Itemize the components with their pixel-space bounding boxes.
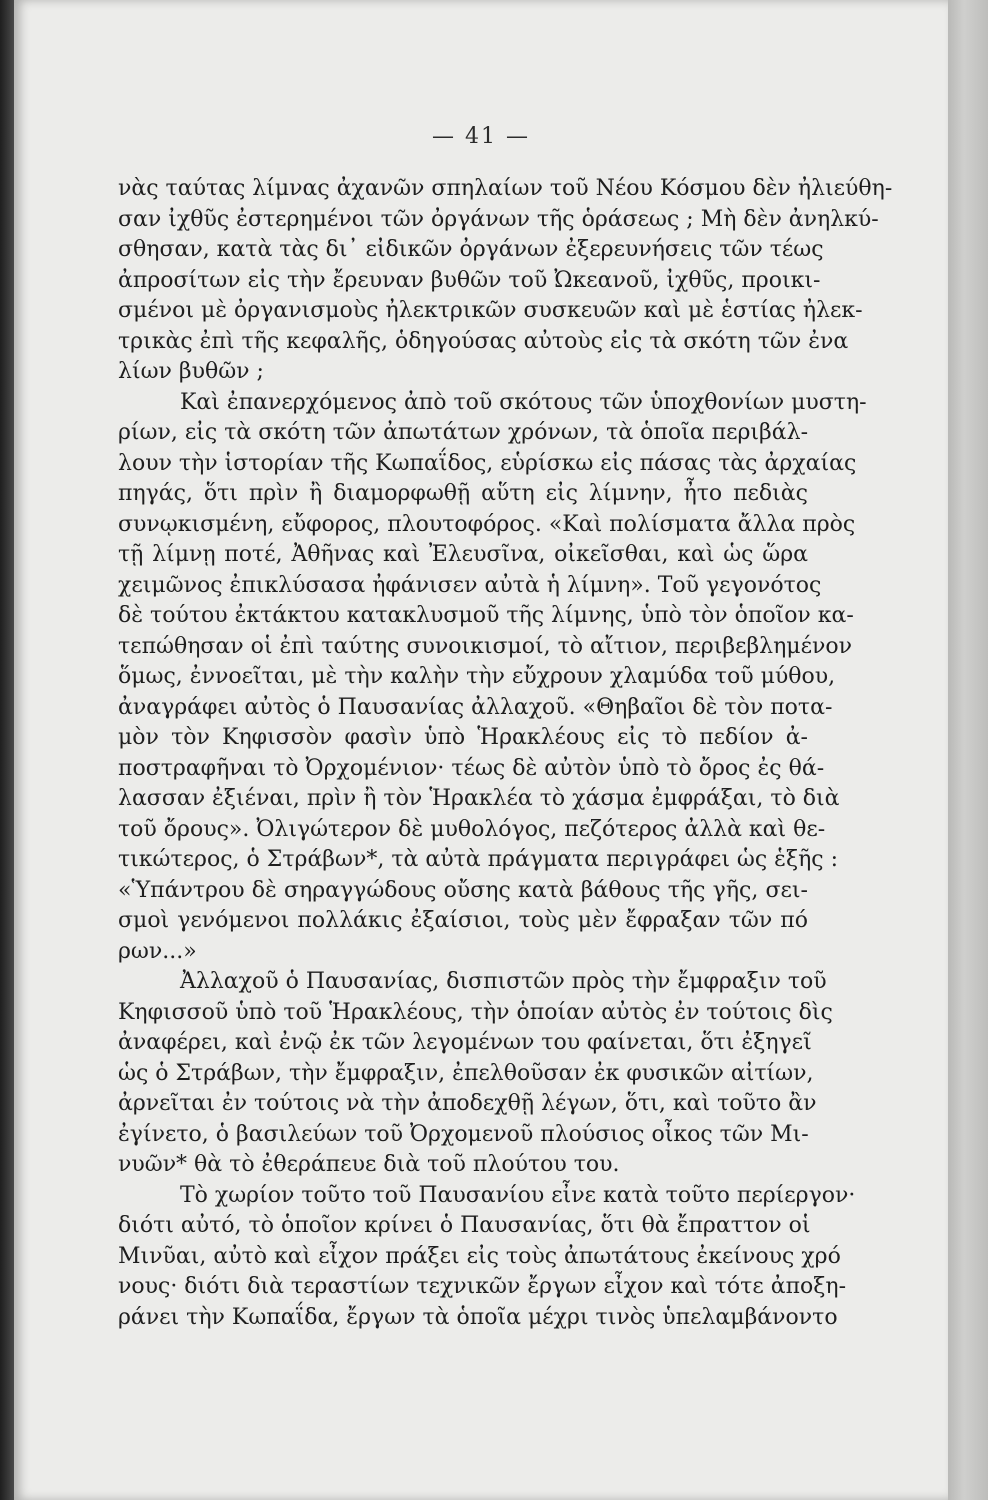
- text-line: νους· διότι διὰ τεραστίων τεχνικῶν ἔργων εἶχον καὶ τότε ἀποξη-: [118, 1274, 847, 1299]
- text-line: ἀναγράφει αὐτὸς ὁ Παυσανίας ἀλλαχοῦ. «Θηβαῖοι δὲ τὸν ποτα-: [118, 694, 833, 720]
- paragraph-start-line: Τὸ χωρίον τοῦτο τοῦ Παυσανίου εἶνε κατὰ τοῦτο περίεργον·: [180, 1182, 856, 1208]
- text-line: νυῶν* θὰ τὸ ἐθεράπευε διὰ τοῦ πλούτου του.: [118, 1152, 620, 1177]
- text-line: συνῳκισμένη, εὔφορος, πλουτοφόρος. «Καὶ πολίσματα ἄλλα πρὸς: [118, 511, 856, 537]
- text-line: λασσαν ἐξιέναι, πρὶν ἢ τὸν Ἡρακλέα τὸ χάσμα ἐμφράξαι, τὸ διὰ: [118, 786, 840, 811]
- text-line: διότι αὐτό, τὸ ὁποῖον κρίνει ὁ Παυσανίας, ὅτι θὰ ἔπραττον οἱ: [118, 1213, 811, 1238]
- text-line: ποστραφῆναι τὸ Ὀρχομένιον· τέως δὲ αὐτὸν ὑπὸ τὸ ὄρος ἐς θά-: [118, 755, 825, 781]
- text-line: τῇ λίμνῃ ποτέ, Ἀθῆνας καὶ Ἐλευσῖνα, οἰκεῖσθαι, καὶ ὡς ὥρα: [118, 542, 808, 567]
- scan-left-edge: [0, 0, 14, 1500]
- text-line: λουν τὴν ἱστορίαν τῆς Κωπαΐδος, εὑρίσκω εἰς πάσας τὰς ἀρχαίας: [118, 450, 857, 476]
- text-line: «Ὑπάντρου δὲ σηραγγώδους οὔσης κατὰ βάθους τῆς γῆς, σει-: [118, 877, 808, 903]
- scan-right-edge: [948, 0, 988, 1500]
- body-text: [118, 174, 893, 1333]
- text-line: σθησαν, κατὰ τὰς δι᾽ εἰδικῶν ὀργάνων ἐξερευνήσεις τῶν τέως: [118, 237, 824, 262]
- text-line: ἀρνεῖται ἐν τούτοις νὰ τὴν ἀποδεχθῇ λέγων, ὅτι, καὶ τοῦτο ἂν: [118, 1091, 817, 1116]
- text-line: ρων...»: [118, 938, 197, 964]
- text-line: τοῦ ὄρους». Ὀλιγώτερον δὲ μυθολόγος, πεζότερος ἀλλὰ καὶ θε-: [118, 816, 826, 842]
- text-line: τικώτερος, ὁ Στράβων*, τὰ αὐτὰ πράγματα περιγράφει ὡς ἑξῆς :: [118, 847, 839, 872]
- book-page: [14, 0, 948, 1500]
- text-line: δὲ τούτου ἐκτάκτου κατακλυσμοῦ τῆς λίμνης, ὑπὸ τὸν ὁποῖον κα-: [118, 603, 854, 628]
- text-line: μὸν τὸν Κηφισσὸν φασὶν ὑπὸ Ἡρακλέους εἰς τὸ πεδίον ἀ-: [118, 725, 808, 750]
- text-line: πηγάς, ὅτι πρὶν ἢ διαμορφωθῇ αὕτη εἰς λίμνην, ἦτο πεδιὰς: [118, 481, 808, 506]
- text-line: ἐγίνετο, ὁ βασιλεύων τοῦ Ὀρχομενοῦ πλούσιος οἶκος τῶν Μι-: [118, 1121, 809, 1147]
- text-line: σμένοι μὲ ὀργανισμοὺς ἠλεκτρικῶν συσκευῶν καὶ μὲ ἑστίας ἠλεκ-: [118, 298, 863, 323]
- text-line: τεπώθησαν οἱ ἐπὶ ταύτης συνοικισμοί, τὸ αἴτιον, περιβεβλημένον: [118, 633, 852, 659]
- text-line: σαν ἰχθῦς ἐστερημένοι τῶν ὀργάνων τῆς ὁράσεως ; Μὴ δὲν ἀνηλκύ-: [118, 206, 879, 232]
- text-line: τρικὰς ἐπὶ τῆς κεφαλῆς, ὁδηγούσας αὐτοὺς εἰς τὰ σκότη τῶν ἐνα: [118, 328, 849, 354]
- text-line: ὡς ὁ Στράβων, τὴν ἔμφραξιν, ἐπελθοῦσαν ἐκ φυσικῶν αἰτίων,: [118, 1060, 814, 1086]
- page-number: — 41 —: [432, 124, 530, 149]
- text-line: Μινῦαι, αὐτὸ καὶ εἶχον πράξει εἰς τοὺς ἀπωτάτους ἐκείνους χρό: [118, 1243, 841, 1269]
- text-line: ρίων, εἰς τὰ σκότη τῶν ἀπωτάτων χρόνων, τὰ ὁποῖα περιβάλ-: [118, 420, 808, 445]
- text-line: ἀπροσίτων εἰς τὴν ἔρευναν βυθῶν τοῦ Ὠκεανοῦ, ἰχθῦς, προικι-: [118, 267, 821, 293]
- text-line: νὰς ταύτας λίμνας ἀχανῶν σπηλαίων τοῦ Νέου Κόσμου δὲν ἠλιεύθη-: [118, 176, 893, 201]
- text-line: λίων βυθῶν ;: [118, 359, 264, 384]
- text-line: ράνει τὴν Κωπαΐδα, ἔργων τὰ ὁποῖα μέχρι τινὸς ὑπελαμβάνοντο: [118, 1304, 838, 1330]
- text-line: χειμῶνος ἐπικλύσασα ἠφάνισεν αὐτὰ ἡ λίμνη». Τοῦ γεγονότος: [118, 572, 822, 598]
- paragraph-start-line: Ἀλλαχοῦ ὁ Παυσανίας, δισπιστῶν πρὸς τὴν ἔμφραξιν τοῦ: [180, 969, 827, 994]
- text-line: Κηφισσοῦ ὑπὸ τοῦ Ἡρακλέους, τὴν ὁποίαν αὐτὸς ἐν τούτοις δὶς: [118, 999, 833, 1025]
- text-line: ὅμως, ἐννοεῖται, μὲ τὴν καλὴν τὴν εὔχρουν χλαμύδα τοῦ μύθου,: [118, 664, 836, 689]
- text-line: σμοὶ γενόμενοι πολλάκις ἐξαίσιοι, τοὺς μὲν ἔφραξαν τῶν πό: [118, 908, 808, 933]
- paragraph-start-line: Καὶ ἐπανερχόμενος ἀπὸ τοῦ σκότους τῶν ὑποχθονίων μυστη-: [180, 389, 867, 415]
- text-line: ἀναφέρει, καὶ ἐνῷ ἐκ τῶν λεγομένων του φαίνεται, ὅτι ἐξηγεῖ: [118, 1030, 812, 1055]
